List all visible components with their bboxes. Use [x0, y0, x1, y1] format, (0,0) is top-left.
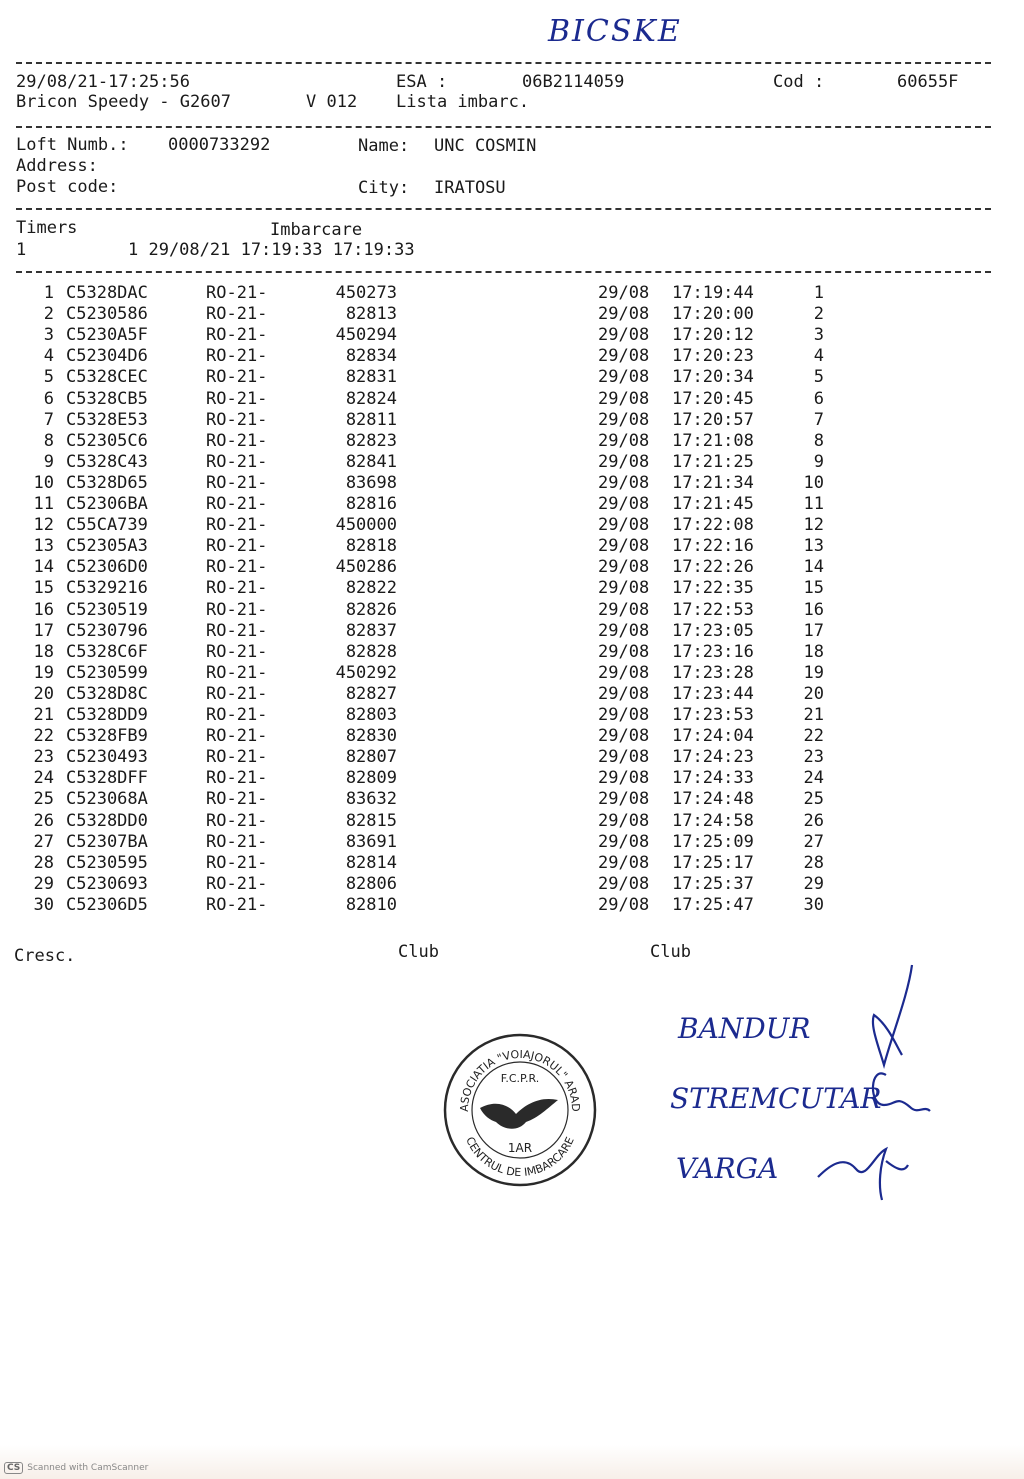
- row-index: 15: [33, 578, 54, 599]
- postcode-label: Post code:: [16, 177, 119, 197]
- row-ring-prefix: RO-21-: [206, 662, 268, 683]
- cresc-label: Cresc.: [14, 946, 76, 966]
- row-position: 26: [803, 810, 824, 831]
- row-date: 29/08: [598, 367, 650, 388]
- table-row: [0, 452, 1024, 473]
- row-position: 7: [813, 409, 824, 430]
- row-position: 20: [803, 683, 824, 704]
- row-ring-number: 450273: [335, 283, 397, 303]
- row-position: 11: [803, 494, 824, 514]
- stamp-center: F.C.P.R.: [500, 1072, 540, 1085]
- row-ring-prefix: RO-21-: [206, 388, 268, 409]
- cod-label: Cod :: [773, 72, 825, 92]
- timer-index: 1: [16, 240, 27, 260]
- row-ring-number: 82828: [345, 641, 397, 662]
- row-position: 5: [813, 367, 824, 388]
- row-index: 30: [33, 894, 54, 915]
- row-date: 29/08: [598, 409, 650, 430]
- row-ring-prefix: RO-21-: [206, 641, 268, 662]
- row-ring-prefix: RO-21-: [206, 325, 268, 346]
- row-code: C5328FB9: [66, 726, 148, 747]
- handwritten-note: BICSKE: [548, 14, 682, 49]
- row-code: C5230599: [66, 662, 148, 683]
- row-code: C5230595: [66, 852, 148, 873]
- timer-line: 1 29/08/21 17:19:33 17:19:33: [128, 240, 415, 260]
- row-time: 17:23:44: [672, 683, 754, 704]
- table-row: [0, 431, 1024, 452]
- row-position: 9: [813, 451, 824, 472]
- separator-line: [16, 271, 991, 273]
- row-time: 17:20:34: [672, 367, 754, 388]
- row-position: 19: [803, 662, 824, 683]
- row-date: 29/08: [598, 662, 650, 683]
- row-ring-number: 450292: [335, 662, 397, 683]
- esa-value: 06B2114059: [522, 72, 625, 92]
- row-position: 28: [803, 852, 824, 873]
- row-code: C5328DAC: [66, 283, 148, 303]
- row-time: 17:25:47: [672, 894, 754, 915]
- device-version: V 012: [306, 92, 358, 112]
- row-ring-number: 82803: [345, 705, 397, 725]
- row-ring-number: 83691: [345, 831, 397, 852]
- row-time: 17:20:23: [672, 346, 754, 367]
- table-row: [0, 895, 1024, 916]
- row-ring-prefix: RO-21-: [206, 768, 268, 789]
- row-ring-prefix: RO-21-: [206, 346, 268, 367]
- row-ring-prefix: RO-21-: [206, 873, 268, 894]
- row-code: C5328D8C: [66, 683, 148, 704]
- row-position: 22: [803, 726, 824, 747]
- row-code: C52306D0: [66, 557, 148, 578]
- row-code: C5329216: [66, 578, 148, 599]
- table-row: [0, 747, 1024, 768]
- row-index: 22: [33, 726, 54, 747]
- row-time: 17:24:33: [672, 768, 754, 789]
- stamp-arc-top: ASOCIATIA "VOIAJORUL" ARAD: [457, 1047, 583, 1113]
- row-date: 29/08: [598, 494, 650, 514]
- signature-name-1: BANDUR: [678, 1012, 811, 1045]
- row-position: 12: [803, 515, 824, 536]
- row-code: C5328C43: [66, 451, 148, 472]
- table-row: [0, 578, 1024, 599]
- scanner-watermark: [4, 1462, 148, 1474]
- city-value: IRATOSU: [434, 178, 506, 198]
- separator-line: [16, 126, 991, 128]
- table-row: [0, 811, 1024, 832]
- row-ring-prefix: RO-21-: [206, 789, 268, 810]
- row-ring-number: 82810: [345, 894, 397, 915]
- row-date: 29/08: [598, 768, 650, 789]
- row-index: 4: [43, 346, 54, 367]
- row-code: C52305A3: [66, 536, 148, 557]
- dove-icon: [480, 1099, 558, 1129]
- row-date: 29/08: [598, 620, 650, 641]
- row-date: 29/08: [598, 789, 650, 810]
- row-code: C5230796: [66, 620, 148, 641]
- signature-mark-3: [818, 1149, 908, 1200]
- row-code: C523068A: [66, 789, 148, 810]
- row-index: 24: [33, 768, 54, 789]
- list-title: Lista imbarc.: [396, 92, 530, 112]
- row-index: 16: [33, 599, 54, 620]
- row-time: 17:25:37: [672, 873, 754, 894]
- row-ring-prefix: RO-21-: [206, 599, 268, 620]
- row-ring-number: 82816: [345, 494, 397, 514]
- table-row: [0, 874, 1024, 895]
- row-index: 3: [43, 325, 54, 346]
- row-ring-number: 82818: [345, 536, 397, 557]
- row-ring-prefix: RO-21-: [206, 451, 268, 472]
- row-ring-number: 82841: [345, 451, 397, 472]
- row-index: 2: [43, 304, 54, 325]
- row-position: 2: [813, 304, 824, 325]
- row-code: C5328C6F: [66, 641, 148, 662]
- row-ring-number: 450286: [335, 557, 397, 578]
- row-ring-prefix: RO-21-: [206, 515, 268, 536]
- row-index: 5: [43, 367, 54, 388]
- esa-label: ESA :: [396, 72, 448, 92]
- table-row: [0, 536, 1024, 557]
- row-time: 17:23:28: [672, 662, 754, 683]
- row-ring-prefix: RO-21-: [206, 409, 268, 430]
- row-code: C5328CB5: [66, 388, 148, 409]
- row-code: C5328E53: [66, 409, 148, 430]
- row-position: 8: [813, 430, 824, 451]
- row-ring-number: 82815: [345, 810, 397, 831]
- row-index: 25: [33, 789, 54, 810]
- row-date: 29/08: [598, 430, 650, 451]
- table-row: [0, 389, 1024, 410]
- row-position: 1: [813, 283, 824, 303]
- row-code: C5328DFF: [66, 768, 148, 789]
- separator-line: [16, 208, 991, 210]
- row-index: 13: [33, 536, 54, 557]
- row-ring-number: 82830: [345, 726, 397, 747]
- scanner-text: Scanned with CamScanner: [27, 1463, 149, 1473]
- row-code: C5328DD9: [66, 705, 148, 725]
- row-code: C52307BA: [66, 831, 148, 852]
- row-index: 23: [33, 747, 54, 768]
- row-time: 17:24:04: [672, 726, 754, 747]
- row-time: 17:25:09: [672, 831, 754, 852]
- row-ring-prefix: RO-21-: [206, 894, 268, 915]
- row-position: 29: [803, 873, 824, 894]
- row-time: 17:20:57: [672, 409, 754, 430]
- row-index: 1: [43, 283, 54, 303]
- signature-mark-2: [873, 1073, 930, 1111]
- table-row: [0, 473, 1024, 494]
- print-datetime: 29/08/21-17:25:56: [16, 72, 190, 92]
- row-date: 29/08: [598, 388, 650, 409]
- row-date: 29/08: [598, 852, 650, 873]
- row-ring-number: 82823: [345, 430, 397, 451]
- row-ring-number: 82809: [345, 768, 397, 789]
- row-date: 29/08: [598, 810, 650, 831]
- device-name: Bricon Speedy - G2607: [16, 92, 231, 112]
- table-row: [0, 600, 1024, 621]
- row-time: 17:20:00: [672, 304, 754, 325]
- row-date: 29/08: [598, 726, 650, 747]
- row-date: 29/08: [598, 325, 650, 346]
- row-index: 17: [33, 620, 54, 641]
- table-row: [0, 494, 1024, 515]
- row-date: 29/08: [598, 304, 650, 325]
- row-date: 29/08: [598, 578, 650, 599]
- table-row: [0, 283, 1024, 304]
- row-index: 20: [33, 683, 54, 704]
- row-index: 6: [43, 388, 54, 409]
- row-ring-number: 82813: [345, 304, 397, 325]
- row-position: 15: [803, 578, 824, 599]
- row-position: 25: [803, 789, 824, 810]
- row-ring-prefix: RO-21-: [206, 304, 268, 325]
- cod-value: 60655F: [897, 72, 959, 92]
- row-date: 29/08: [598, 451, 650, 472]
- row-position: 16: [803, 599, 824, 620]
- row-code: C5328CEC: [66, 367, 148, 388]
- row-time: 17:19:44: [672, 283, 754, 303]
- row-ring-number: 450000: [335, 515, 397, 536]
- row-code: C5230493: [66, 747, 148, 768]
- row-ring-prefix: RO-21-: [206, 810, 268, 831]
- table-row: [0, 410, 1024, 431]
- row-code: C5230A5F: [66, 325, 148, 346]
- row-code: C5328DD0: [66, 810, 148, 831]
- row-position: 24: [803, 768, 824, 789]
- row-time: 17:20:12: [672, 325, 754, 346]
- row-index: 21: [33, 705, 54, 725]
- row-position: 14: [803, 557, 824, 578]
- table-row: [0, 304, 1024, 325]
- row-code: C55CA739: [66, 515, 148, 536]
- city-label: City:: [358, 178, 410, 198]
- row-ring-number: 82831: [345, 367, 397, 388]
- signature-name-2: STREMCUTAR: [670, 1082, 882, 1115]
- row-ring-prefix: RO-21-: [206, 683, 268, 704]
- table-row: [0, 642, 1024, 663]
- table-row: [0, 853, 1024, 874]
- table-row: [0, 832, 1024, 853]
- row-ring-prefix: RO-21-: [206, 831, 268, 852]
- row-position: 3: [813, 325, 824, 346]
- stamp-arc-bottom: CENTRUL DE IMBARCARE: [463, 1134, 577, 1180]
- row-ring-number: 82806: [345, 873, 397, 894]
- row-position: 21: [803, 705, 824, 725]
- row-date: 29/08: [598, 557, 650, 578]
- row-position: 17: [803, 620, 824, 641]
- row-code: C52306BA: [66, 494, 148, 514]
- row-index: 27: [33, 831, 54, 852]
- row-index: 7: [43, 409, 54, 430]
- row-index: 29: [33, 873, 54, 894]
- row-date: 29/08: [598, 599, 650, 620]
- stamp-code: 1AR: [507, 1141, 533, 1155]
- row-index: 10: [33, 472, 54, 493]
- row-ring-number: 82807: [345, 747, 397, 768]
- row-index: 11: [33, 494, 54, 514]
- row-date: 29/08: [598, 472, 650, 493]
- table-row: [0, 684, 1024, 705]
- row-index: 9: [43, 451, 54, 472]
- row-time: 17:24:23: [672, 747, 754, 768]
- row-code: C5230586: [66, 304, 148, 325]
- club-label-2: Club: [650, 942, 691, 962]
- row-date: 29/08: [598, 346, 650, 367]
- row-index: 14: [33, 557, 54, 578]
- row-ring-number: 82826: [345, 599, 397, 620]
- row-time: 17:20:45: [672, 388, 754, 409]
- row-ring-prefix: RO-21-: [206, 430, 268, 451]
- row-time: 17:22:35: [672, 578, 754, 599]
- table-row: [0, 768, 1024, 789]
- owner-name: UNC COSMIN: [434, 136, 537, 156]
- row-position: 6: [813, 388, 824, 409]
- row-time: 17:22:26: [672, 557, 754, 578]
- row-position: 23: [803, 747, 824, 768]
- row-time: 17:21:25: [672, 451, 754, 472]
- row-ring-prefix: RO-21-: [206, 536, 268, 557]
- row-date: 29/08: [598, 894, 650, 915]
- row-index: 18: [33, 641, 54, 662]
- row-ring-number: 83698: [345, 472, 397, 493]
- row-ring-number: 82824: [345, 388, 397, 409]
- row-date: 29/08: [598, 705, 650, 725]
- row-ring-prefix: RO-21-: [206, 367, 268, 388]
- row-ring-number: 82837: [345, 620, 397, 641]
- signature-name-3: VARGA: [676, 1152, 779, 1185]
- club-label-1: Club: [398, 942, 439, 962]
- row-time: 17:23:16: [672, 641, 754, 662]
- row-ring-number: 82814: [345, 852, 397, 873]
- table-row: [0, 346, 1024, 367]
- row-ring-prefix: RO-21-: [206, 557, 268, 578]
- row-time: 17:23:05: [672, 620, 754, 641]
- row-date: 29/08: [598, 283, 650, 303]
- row-ring-number: 82834: [345, 346, 397, 367]
- row-code: C5230693: [66, 873, 148, 894]
- row-date: 29/08: [598, 747, 650, 768]
- row-ring-number: 82827: [345, 683, 397, 704]
- loft-label: Loft Numb.:: [16, 135, 129, 155]
- row-position: 27: [803, 831, 824, 852]
- imbarcare-label: Imbarcare: [270, 220, 363, 240]
- row-index: 26: [33, 810, 54, 831]
- row-ring-prefix: RO-21-: [206, 726, 268, 747]
- association-stamp: [440, 1030, 600, 1190]
- row-time: 17:22:08: [672, 515, 754, 536]
- separator-line: [16, 62, 991, 64]
- row-code: C5230519: [66, 599, 148, 620]
- row-ring-number: 450294: [335, 325, 397, 346]
- row-time: 17:25:17: [672, 852, 754, 873]
- table-row: [0, 663, 1024, 684]
- row-ring-prefix: RO-21-: [206, 747, 268, 768]
- row-position: 4: [813, 346, 824, 367]
- row-ring-prefix: RO-21-: [206, 578, 268, 599]
- row-time: 17:23:53: [672, 705, 754, 725]
- row-ring-prefix: RO-21-: [206, 620, 268, 641]
- row-time: 17:21:08: [672, 430, 754, 451]
- signature-mark-1: [873, 965, 912, 1065]
- row-index: 28: [33, 852, 54, 873]
- row-ring-prefix: RO-21-: [206, 494, 268, 514]
- row-index: 12: [33, 515, 54, 536]
- row-time: 17:21:34: [672, 472, 754, 493]
- table-row: [0, 789, 1024, 810]
- row-ring-number: 82811: [345, 409, 397, 430]
- row-ring-prefix: RO-21-: [206, 852, 268, 873]
- row-ring-prefix: RO-21-: [206, 472, 268, 493]
- row-date: 29/08: [598, 515, 650, 536]
- row-ring-prefix: RO-21-: [206, 283, 268, 303]
- row-position: 30: [803, 894, 824, 915]
- row-code: C5328D65: [66, 472, 148, 493]
- row-date: 29/08: [598, 683, 650, 704]
- scan-footer: [0, 1445, 1024, 1479]
- row-position: 10: [803, 472, 824, 493]
- loft-number: 0000733292: [168, 135, 271, 155]
- row-date: 29/08: [598, 873, 650, 894]
- row-index: 19: [33, 662, 54, 683]
- row-time: 17:22:16: [672, 536, 754, 557]
- row-date: 29/08: [598, 536, 650, 557]
- row-date: 29/08: [598, 831, 650, 852]
- timers-label: Timers: [16, 218, 78, 238]
- name-label: Name:: [358, 136, 410, 156]
- row-time: 17:24:48: [672, 789, 754, 810]
- row-date: 29/08: [598, 641, 650, 662]
- row-code: C52304D6: [66, 346, 148, 367]
- row-position: 18: [803, 641, 824, 662]
- table-row: [0, 557, 1024, 578]
- row-code: C52306D5: [66, 894, 148, 915]
- camscanner-icon: CS: [4, 1462, 23, 1474]
- row-index: 8: [43, 430, 54, 451]
- row-time: 17:21:45: [672, 494, 754, 514]
- row-time: 17:24:58: [672, 810, 754, 831]
- row-position: 13: [803, 536, 824, 557]
- address-label: Address:: [16, 156, 98, 176]
- table-row: [0, 726, 1024, 747]
- signature-scribbles: [800, 955, 960, 1205]
- table-row: [0, 705, 1024, 726]
- table-row: [0, 515, 1024, 536]
- row-ring-number: 83632: [345, 789, 397, 810]
- table-row: [0, 325, 1024, 346]
- table-row: [0, 621, 1024, 642]
- table-row: [0, 367, 1024, 388]
- row-code: C52305C6: [66, 430, 148, 451]
- row-ring-number: 82822: [345, 578, 397, 599]
- row-ring-prefix: RO-21-: [206, 705, 268, 725]
- row-time: 17:22:53: [672, 599, 754, 620]
